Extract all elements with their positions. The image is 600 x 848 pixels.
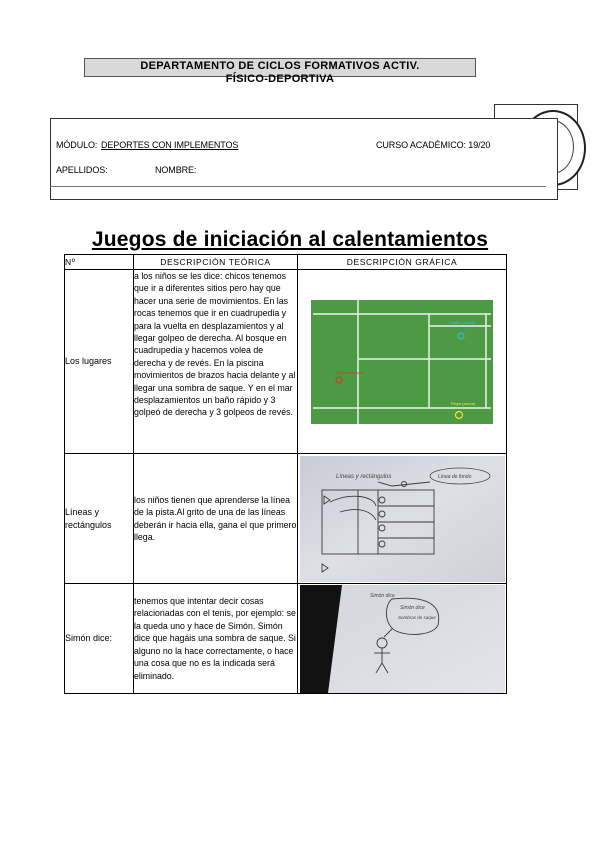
department-title-line2: FÍSICO-DEPORTIVA — [225, 73, 335, 85]
sketch-caption: Simón dice — [369, 592, 395, 599]
modulo-label: MÓDULO: — [56, 140, 98, 150]
court-label-arena: Playa (arena) — [451, 400, 476, 406]
game-name: Líneas y rectángulos — [65, 454, 134, 584]
table-row — [65, 270, 507, 454]
nombre-label: NOMBRE: — [155, 165, 197, 175]
header-divider — [50, 186, 546, 187]
modulo-value: DEPORTES CON IMPLEMENTOS — [101, 140, 239, 150]
sketch-bubble-title: Simón dice — [399, 604, 425, 611]
curso-label: CURSO ACADÉMICO: 19/20 — [376, 140, 491, 150]
table-row — [65, 454, 507, 584]
apellidos-label: APELLIDOS: — [56, 165, 108, 175]
page-title: Juegos de iniciación al calentamientos — [91, 228, 489, 251]
table-row — [65, 584, 507, 694]
header-number: Nº — [65, 255, 134, 270]
sketch-caption: Líneas y rectángulos — [335, 473, 391, 480]
header-graphic: DESCRIPCIÓN GRÁFICA — [298, 255, 507, 270]
game-description: los niños tienen que aprenderse la línea de la pista.Al grito de una de las líneas deberán ir hacia ella, gana el que primero llega. — [134, 454, 298, 584]
lines-sketch-photo — [300, 456, 505, 582]
department-title-line1: DEPARTAMENTO DE CICLOS FORMATIVOS ACTIV. — [140, 60, 420, 72]
table-header-row — [65, 255, 507, 270]
sketch-bubble-text: Sombras de saque — [397, 614, 436, 620]
game-description: a los niños se les dice: chicos tenemos que ir a diferentes sitios pero hay que hacer una serie de movimientos. En las rocas tenemos que ir en cuadrupedia y para la vuelta en desplazamientos y al llegar golpeo de derecha. Al bosque en cuadrupedia y hacemos volea de derecha y de revés. En la piscina movimientos de brazos hacia delante y al llegar una sombra de saque. Y en el mar desplazamientos un baño rápido y 3 golpeó de derecha y 3 golpeos de revés. — [134, 270, 298, 454]
sketch-bubble-text: Línea de fondo — [437, 473, 471, 480]
simon-sketch-photo — [300, 585, 505, 693]
court-label-rocas: Pueblo (rocas) — [449, 319, 476, 325]
court-label-bosque: Pueblo bosque — [337, 369, 364, 375]
game-name: Los lugares — [65, 270, 134, 454]
court-diagram-image — [311, 300, 493, 424]
header-theory: DESCRIPCIÓN TEÓRICA — [134, 255, 298, 270]
games-table — [64, 254, 507, 694]
game-name: Simón dice: — [65, 584, 134, 694]
game-description: tenemos que intentar decir cosas relacionadas con el tenis, por ejemplo: se la queda uno y hace de Simón. Simón dice que hagáis una sombra de saque. Si alguno no la hace correctamente, o hace una cosa que no es la indicada será eliminado. — [134, 584, 298, 694]
student-header-box — [50, 118, 558, 200]
